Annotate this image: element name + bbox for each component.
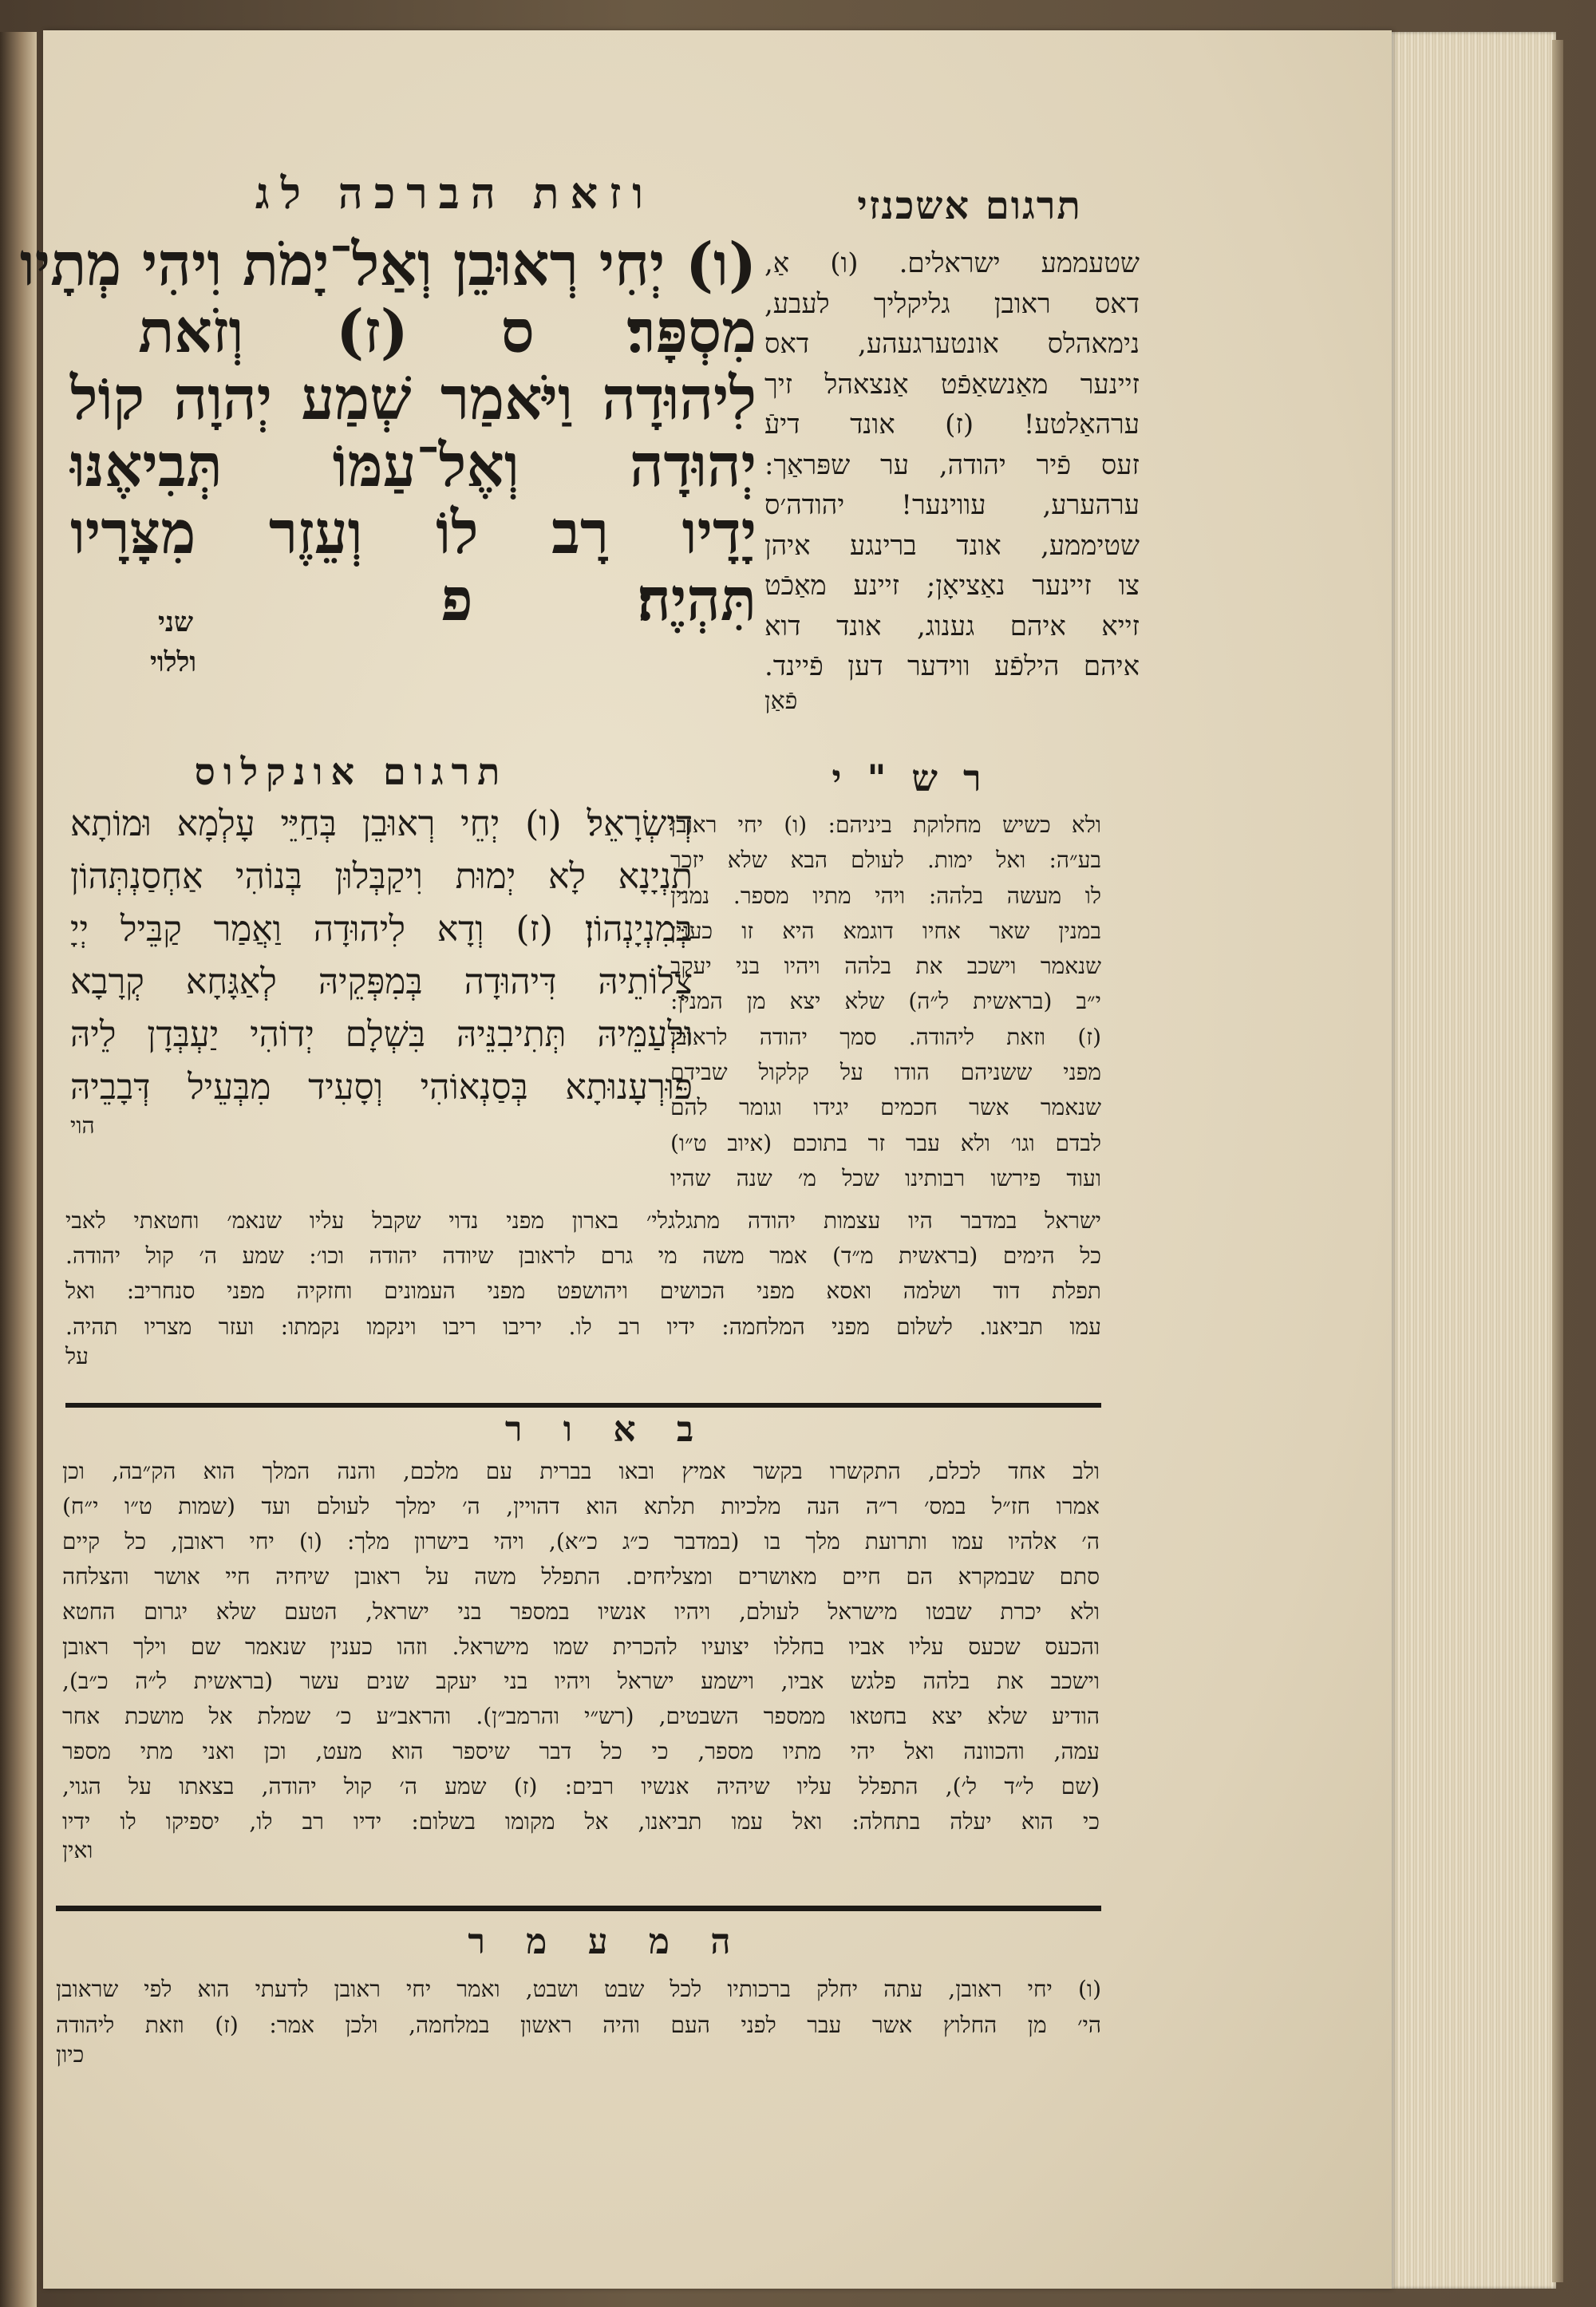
biur-line: (שם ל״ד ל׳), התפלל עליו שיהיה אנשיו רבים: (ז) שמע ה׳ קול יהודה, בצאתו על הגוי,: [62, 1773, 1100, 1800]
onkelos-line: צְלוֹתֵיהּ דִּיהוּדָה בְּמִפְּקֵיהּ לְאַגָּחָא קְרָבָא: [70, 962, 693, 1002]
biur-line: ה׳ אלהיו עמו ותרועת מלך בו (במדבר כ״ג כ״א), ויהי בישרון מלך: (ו) יחי ראובן, כל קיים: [62, 1527, 1100, 1554]
rashi-line: כל הימים (בראשית מ״ד) אמר משה מי גרם לראובן שיודה יהודה וכו׳: שמע ה׳ קול יהודה.: [65, 1242, 1101, 1270]
rashi-line: במנין שאר אחיו דוגמא היא זו כענין: [670, 917, 1101, 944]
onkelos-line: פּוּרְעָנוּתָא בְּסַנְאוֹהִי וְסָעִיד מִבְּעֵיל דְּבָבֵיהּ: [70, 1067, 693, 1108]
targum-ashkenazi-text: [764, 243, 1140, 716]
torah-line: יְהוּדָה וְאֶל־עַמּוֹ תְּבִיאֶנּוּ: [70, 432, 757, 500]
facing-page-edge: [0, 32, 37, 2307]
ashkenazi-line: ערהאַלטע! (ז) אונד דיעֿ: [764, 409, 1140, 440]
onkelos-line: בְּמִנְיָנְהוֹן׃ (ז) וְדָא לִיהוּדָה וַאֲמַר קַבֵּיל יְיָ: [70, 909, 693, 950]
rashi-catchword: על: [65, 1342, 89, 1369]
onkelos-line: דְיִשְׂרָאֵל׃ (ו) יְחֵי רְאוּבֵן בְּחַיֵּי עָלְמָא וּמוֹתָא: [70, 804, 693, 844]
header-hamaamar: ה מ ע מ ר: [468, 1922, 745, 1962]
ashkenazi-line: ערהערע, עווינער! יהודה׳ס: [764, 489, 1140, 521]
torah-line: לִיהוּדָה וַיֹּאמַר שְׁמַע יְהוָה קוֹל: [70, 365, 757, 433]
ashkenazi-line: נימאהלס אונטערגעהע, דאס: [764, 328, 1140, 360]
ashkenazi-line: שטיממע, אונד ברינגע איהן: [764, 529, 1140, 562]
rashi-line: לו מעשה בלהה: ויהי מתיו מספר. נמנין: [670, 882, 1101, 909]
rashi-line: (ז) וזאת ליהודה. סמך יהודה לראובן: [670, 1023, 1101, 1050]
header-parsha-title: וזאת הברכה לג: [255, 168, 655, 219]
rashi-full-width-text: [65, 1203, 1101, 1369]
rashi-column-text: [670, 808, 1101, 1196]
biur-line: והכעס שכעס עליו אביו בחללו יצועיו להכרית שמו מישראל. וזהו כענין שנאמר שם וילך ראובן: [62, 1633, 1100, 1660]
ashkenazi-line: שטעממע ישראלים. (ו) אַ,: [764, 247, 1140, 279]
onkelos-text: [70, 798, 693, 1138]
rashi-line: לבדם וגו׳ ולא עבר זר בתוכם (איוב ט״ו): [670, 1129, 1101, 1156]
ashkenazi-line: דאס ראובן גליקליך לעבע,: [764, 287, 1140, 320]
biur-line: ולא יכרת שבטו מישראל לעולם, ויהיו אנשיו במספר בני ישראל, הטעם שלא יגרום החטא: [62, 1598, 1100, 1625]
biur-text: [62, 1454, 1100, 1862]
rashi-line: שנאמר אשר חכמים יגידו וגומר להם: [670, 1094, 1101, 1121]
ashkenazi-line: זעס פֿיר יהודה, ער שפּראַך:: [764, 448, 1140, 481]
biur-line: עמה, והכוונה ואל יהי מתיו מספר, כי כל דבר שיספר הוא מעט, וכן ואני מתי מספר: [62, 1738, 1100, 1765]
torah-margin-markers: [70, 606, 757, 678]
header-biur: ב א ו ר: [504, 1409, 709, 1450]
biur-line: ולב אחד לכלם, התקשרו בקשר אמיץ ובאו בברית עם מלכם, והנה המלך הוא הק״בה, וכן: [62, 1458, 1100, 1484]
rashi-line: תפלת דוד ושלמה ואסא מפני הכושים ויהושפט מפני העמונים וחזקיה מפני סנחריב: ואל: [65, 1278, 1101, 1305]
onkelos-catchword: הוי: [70, 1112, 95, 1139]
marker-sheni: שני: [158, 606, 194, 638]
rashi-line: ועוד פירשו רבותינו שכל מ׳ שנה שהיו: [670, 1164, 1101, 1191]
biur-line: כי הוא יעלה בתחלה: ואל עמו תביאנו, אל מקומו בשלום: ידיו רב לו, יספיקו לו ידיו: [62, 1808, 1100, 1835]
onkelos-line: וּלְעַמֵּיהּ תְּתִיבִנֵּיהּ בִּשְׁלָם יְדוֹהִי יַעְבְּדָן לֵיהּ: [70, 1014, 693, 1055]
rashi-line: בע״ה: ואל ימות. לעולם הבא שלא יזכר: [670, 847, 1101, 874]
maamar-line: הי׳ מן החלוץ אשר עבר לפני העם והיה ראשון במלחמה, ולכן אמר: (ז) וזאת ליהודה: [56, 2012, 1101, 2038]
header-onkelos: תרגום אונקלוס: [194, 750, 508, 793]
biur-line: סתם שבמקרא הם חיים מאושרים ומצליחים. התפלל משה על ראובן שיחיה חיי אושר והצלחה: [62, 1562, 1100, 1590]
ashkenazi-line: צו זיינער נאַציאָן; זיינע מאַכֿט: [764, 570, 1140, 602]
torah-line: מִסְפָּר׃ ס (ז) וְזֹאת: [138, 298, 757, 366]
section-rule: [65, 1403, 1101, 1408]
rashi-line: ישראל במדבר היו עצמות יהודה מתגלגלי׳ בארון מפני נדוי שקבל עליו שנאמ׳ וחטאתי לאבי: [65, 1207, 1101, 1234]
ashkenazi-line: זיינער מאַנשאַפֿט אַנצאהל זיך: [764, 368, 1140, 401]
rashi-line: עמו תביאנו. לשלום מפני המלחמה: ידיו רב לו. יריבו ריבו וינקמו נקמתו: ועזר מצריו תהיה.: [65, 1313, 1101, 1340]
ashkenazi-line: איהם הילפֿע ווידער דען פֿיינד.: [764, 650, 1140, 682]
maamar-catchword: כיון: [56, 2041, 85, 2068]
header-targum-ashkenazi: תרגום אשכנזי: [857, 184, 1082, 228]
section-rule: [56, 1906, 1101, 1911]
ashkenazi-catchword: פֿאַן: [764, 686, 798, 715]
torah-line: תִּהְיֶה׃ פ: [440, 566, 757, 634]
ashkenazi-line: זייא איהם גענוג, אונד דוא: [764, 610, 1140, 642]
rashi-line: מפני ששניהם הודו על קלקול שבידם: [670, 1059, 1101, 1086]
header-rashi: ר ש " י: [832, 756, 988, 800]
biur-line: אמרו חז״ל במס׳ ר״ה הנה מלכיות תלתא הוא דהויין, ה׳ ימלך לעולם ועד (שמות ט״ו י״ח): [62, 1492, 1100, 1519]
torah-line: יָדָיו רָב לוֹ וְעֵזֶר מִצָּרָיו: [70, 499, 757, 567]
marker-velelevi: וללוי: [150, 646, 197, 678]
book-cover-edge: [1552, 40, 1563, 2282]
biur-line: וישכב את בלהה פלגש אביו, וישמע ישראל ויהיו בני יעקב שנים עשר (בראשית ל״ה כ״ב),: [62, 1668, 1100, 1695]
rashi-line: י״ב (בראשית ל״ה) שלא יצא מן המנין:: [670, 988, 1101, 1015]
rashi-line: ולא כשיש מחלוקת ביניהם: (ו) יחי ראובן: [670, 812, 1101, 838]
rashi-line: שנאמר וישכב את בלהה ויהיו בני יעקב: [670, 953, 1101, 980]
torah-text: [19, 231, 757, 634]
torah-line: (ו) יְחִי רְאוּבֵן וְאַל־יָמֹת וִיהִי מְתָיו: [19, 231, 757, 299]
onkelos-line: תִנְיָנָא לָא יְמוּת וִיקַבְּלוּן בְּנוֹהִי אַחְסַנְתְּהוֹן: [70, 856, 693, 897]
hamaamar-text: [56, 1971, 1101, 2067]
biur-line: הודיע שלא יצא בחטאו ממספר השבטים, (רש״י והרמב״ן). והראב״ע כ׳ שמלת אל מושכת אחר: [62, 1703, 1100, 1730]
biur-catchword: ואין: [62, 1836, 93, 1863]
maamar-line: (ו) יחי ראובן, עתה יחלק ברכותיו לכל שבט ושבט, ואמר יחי ראובן לדעתי הוא לפי שראובן: [56, 1976, 1101, 2002]
